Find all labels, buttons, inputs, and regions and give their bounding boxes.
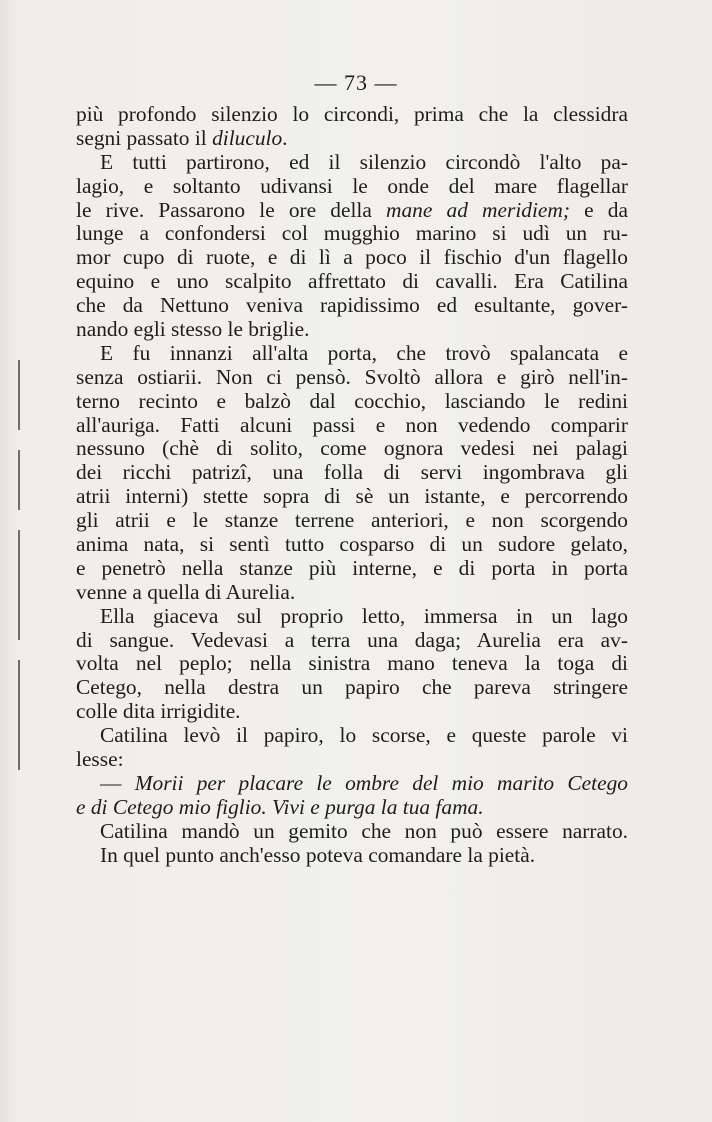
italic-segment: Morii per placare le ombre del mio marito Cetego [134, 770, 628, 795]
text-line: nessuno (chè di solito, come ognora vedesi nei palagi [76, 436, 628, 461]
text-line: lesse: [76, 747, 124, 772]
text-line: gli atrii e le stanze terrene anteriori, e non scorgendo [76, 508, 628, 533]
text-line: più profondo silenzio lo circondi, prima che la clessidra [76, 102, 628, 126]
text-line: e penetrò nella stanze più interne, e di porta in porta [76, 555, 628, 580]
text-segment: le rive. Passarono le ore della [76, 197, 387, 222]
text-line [76, 127, 628, 151]
text-line: In quel punto anch'esso poteva comandare la pietà. [100, 842, 536, 867]
text-line: all'auriga. Fatti alcuni passi e non vedendo comparir [76, 412, 628, 437]
text-line: di sangue. Vedevasi a terra una daga; Aurelia era av- [76, 627, 628, 652]
italic-segment: diluculo [212, 125, 283, 150]
text-line: che da Nettuno veniva rapidissimo ed esultante, gover- [76, 293, 628, 318]
text-line [76, 772, 628, 796]
text-line: lagio, e soltanto udivansi le onde del mare flagellar [76, 173, 628, 198]
text-line: terno recinto e balzò dal cocchio, lasciando le redini [76, 388, 628, 413]
body-text [76, 103, 628, 868]
text-line: Catilina levò il papiro, lo scorse, e queste parole vi [100, 723, 628, 748]
text-segment: segni passato il [76, 125, 213, 150]
text-line: venne a quella di Aurelia. [76, 579, 296, 604]
text-line: lunge a confondersi col mugghio marino si udì un ru- [76, 221, 628, 246]
text-line [76, 199, 628, 223]
text-line: anima nata, si sentì tutto cosparso di un sudore gelato, [76, 532, 628, 557]
page-number: — 73 — [314, 70, 398, 95]
text-line: mor cupo di ruote, e di lì a poco il fischio d'un flagello [76, 245, 628, 270]
text-line: equino e uno scalpito affrettato di cavalli. Era Catilina [76, 269, 628, 294]
italic-segment: e di Cetego mio figlio. Vivi e purga la tua fama. [76, 794, 484, 819]
text-line: dei ricchi patrizî, una folla di servi ingombrava gli [76, 460, 628, 485]
binding-edge-marks [14, 360, 24, 780]
text-line: E tutti partirono, ed il silenzio circondò l'alto pa- [100, 149, 628, 174]
text-line: E fu innanzi all'alta porta, che trovò spalancata e [100, 340, 628, 365]
text-segment: e da [569, 197, 628, 222]
text-line: colle dita irrigidite. [76, 699, 241, 724]
italic-segment: mane ad meridiem; [386, 197, 570, 222]
text-line: senza ostiarii. Non ci pensò. Svoltò allora e girò nell'in- [76, 364, 628, 389]
text-line [76, 796, 628, 820]
text-line: Cetego, nella destra un papiro che pareva stringere [76, 675, 628, 700]
text-segment: — [100, 770, 135, 795]
text-line: nando egli stesso le briglie. [76, 317, 310, 342]
text-line: atrii interni) stette sopra di sè un istante, e percorrendo [76, 484, 628, 509]
text-line: Ella giaceva sul proprio letto, immersa in un lago [100, 603, 628, 628]
text-segment: . [282, 125, 288, 150]
text-line: Catilina mandò un gemito che non può essere narrato. [100, 818, 628, 843]
text-line: volta nel peplo; nella sinistra mano teneva la toga di [76, 651, 628, 676]
